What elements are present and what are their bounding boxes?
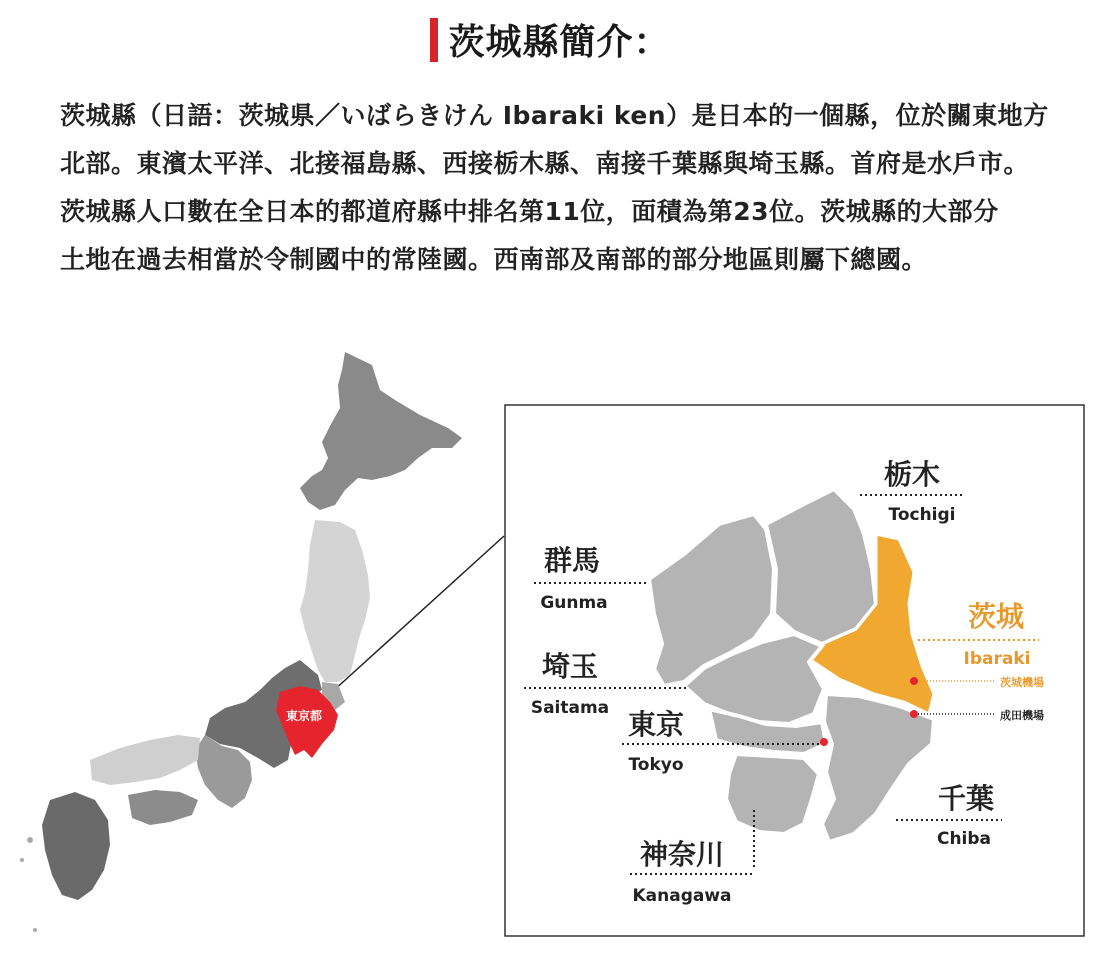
label-ibaraki-airport: 茨城機場 [1000, 676, 1044, 689]
label-gunma-cn: 群馬 [543, 544, 601, 577]
label-saitama-cn: 埼玉 [541, 650, 599, 683]
label-narita-airport: 成田機場 [1000, 709, 1044, 722]
island [20, 858, 24, 862]
label-chiba-en: Chiba [936, 829, 992, 849]
label-kanagawa-en: Kanagawa [632, 886, 732, 906]
title-text: 茨城縣簡介： [448, 22, 671, 63]
label-tokyo-en: Tokyo [628, 755, 684, 775]
marker-ibaraki-airport [910, 677, 918, 685]
label-kanagawa-cn: 神奈川 [639, 838, 725, 871]
island [33, 928, 37, 932]
region-shikoku [128, 790, 198, 825]
tokyo-label: 東京都 [285, 709, 323, 723]
region-hokkaido [300, 352, 462, 510]
label-gunma-en: Gunma [540, 593, 608, 613]
label-saitama-en: Saitama [530, 698, 610, 718]
label-tokyo-cn: 東京 [627, 708, 685, 741]
intro-line: 北部。東濱太平洋、北接福島縣、西接栃木縣、南接千葉縣與埼玉縣。首府是水戶市。 [60, 149, 1030, 178]
marker-narita-airport [910, 710, 918, 718]
region-tohoku [300, 520, 370, 682]
intro-line: 土地在過去相當於令制國中的常陸國。西南部及南部的部分地區則屬下總國。 [60, 245, 928, 274]
region-chugoku [90, 735, 200, 785]
region-kyushu [42, 792, 110, 900]
label-ibaraki-en: Ibaraki [963, 649, 1031, 669]
intro-line: 茨城縣人口數在全日本的都道府縣中排名第11位，面積為第23位。茨城縣的大部分 [60, 197, 999, 226]
intro-line: 茨城縣（日語：茨城県／いばらきけん Ibaraki ken）是日本的一個縣，位於關東地方 [60, 101, 1049, 130]
marker-tokyo [820, 738, 828, 746]
label-tochigi-en: Tochigi [888, 505, 956, 525]
prefecture-kanagawa-shape [726, 754, 819, 834]
island [27, 837, 33, 843]
japan-overview-map [0, 330, 500, 977]
label-chiba-cn: 千葉 [937, 782, 995, 815]
label-tochigi-cn: 栃木 [883, 458, 941, 491]
label-ibaraki-cn: 茨城 [967, 600, 1025, 633]
kanto-detail-map [504, 404, 1086, 938]
